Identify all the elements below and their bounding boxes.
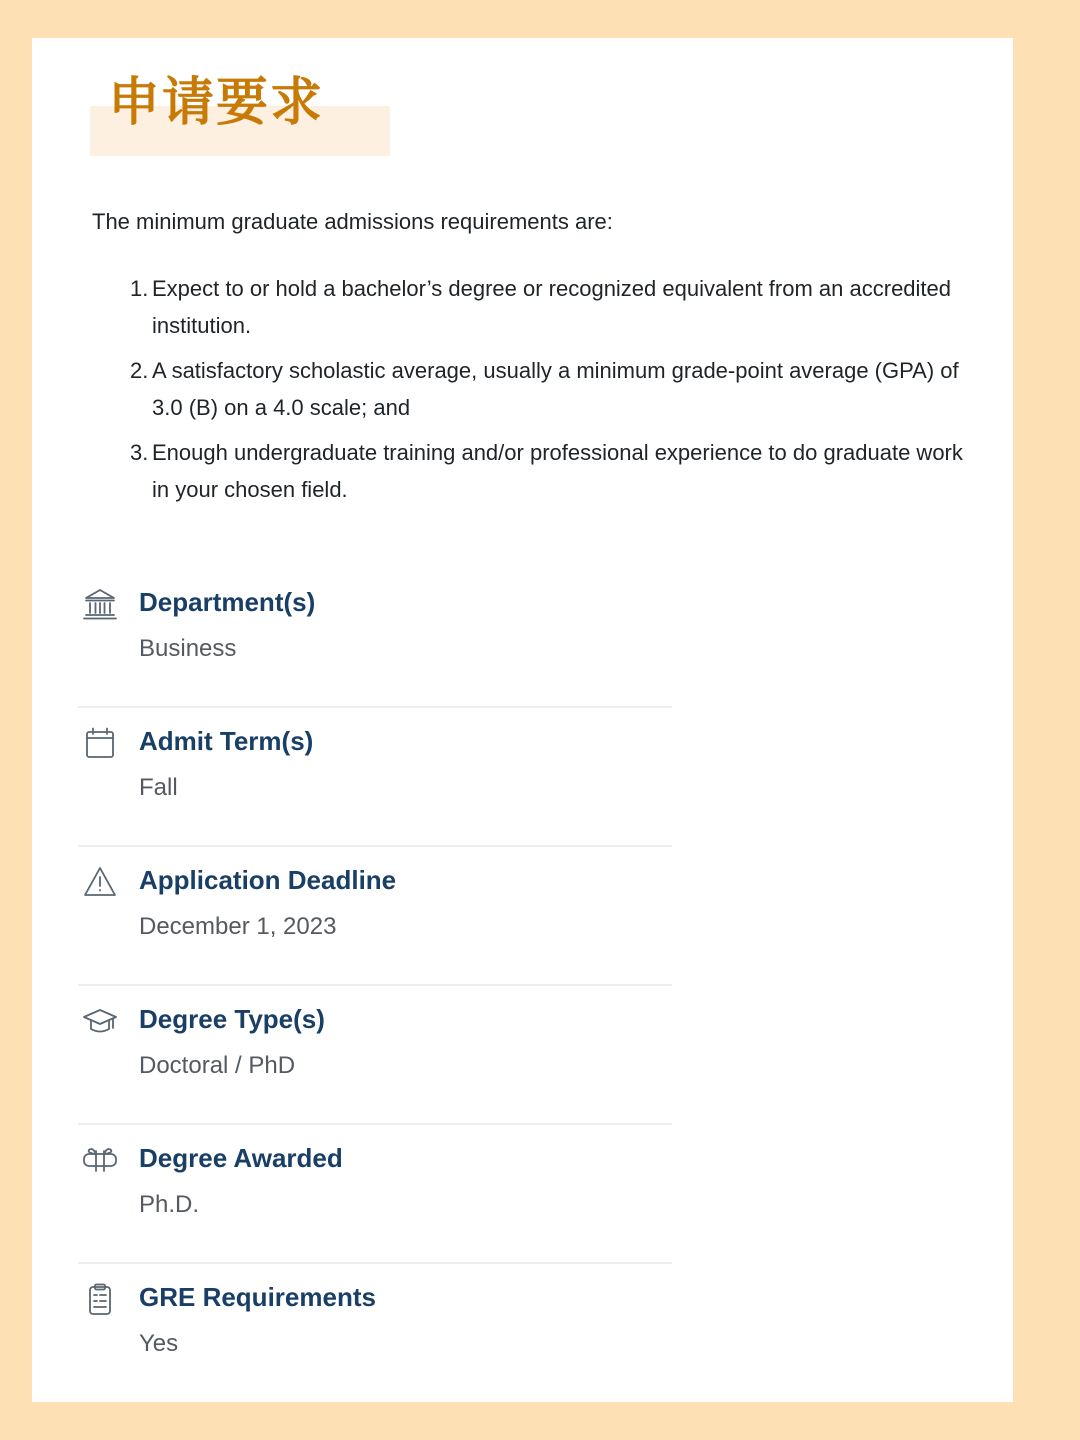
info-value: Business [139, 635, 237, 662]
requirement-number: 1. [130, 276, 149, 301]
clipboard-icon [82, 1281, 118, 1317]
page-title: 申请要求 [108, 73, 325, 133]
info-value: Yes [139, 1330, 179, 1357]
info-label: Degree Awarded [139, 1143, 343, 1173]
info-value: Fall [139, 774, 178, 801]
info-label: Department(s) [139, 587, 316, 617]
info-label: GRE Requirements [139, 1282, 376, 1312]
requirement-text: Enough undergraduate training and/or professional experience to do graduate work in your chosen field. [152, 440, 963, 502]
program-info-list [78, 570, 672, 1403]
info-label: Degree Type(s) [139, 1004, 325, 1034]
info-item-admit-term [78, 709, 672, 847]
requirement-number: 2. [130, 358, 149, 383]
info-label: Admit Term(s) [139, 726, 314, 756]
info-value: Ph.D. [139, 1191, 200, 1218]
info-item-degree-awarded [78, 1126, 672, 1264]
warning-icon [82, 864, 118, 900]
info-item-application-deadline [78, 848, 672, 986]
requirement-item [130, 270, 972, 344]
requirement-text: A satisfactory scholastic average, usually a minimum grade-point average (GPA) of 3.0 (B) on a 4.0 scale; and [152, 358, 959, 420]
gift-icon [82, 1142, 118, 1178]
info-item-degree-type [78, 987, 672, 1125]
info-value: Doctoral / PhD [139, 1052, 296, 1079]
calendar-icon [82, 725, 118, 761]
requirements-intro: The minimum graduate admissions requirements are: [92, 209, 613, 234]
requirement-item [130, 434, 972, 508]
graduation-cap-icon [82, 1003, 118, 1039]
info-value: December 1, 2023 [139, 913, 337, 940]
requirement-item [130, 352, 972, 426]
building-icon [82, 586, 118, 622]
requirements-list [130, 270, 972, 516]
info-item-gre-requirements [78, 1265, 672, 1403]
requirement-number: 3. [130, 440, 149, 465]
info-label: Application Deadline [139, 865, 397, 895]
info-item-department [78, 570, 672, 708]
requirement-text: Expect to or hold a bachelor’s degree or recognized equivalent from an accredited institution. [152, 276, 952, 338]
content-card [32, 38, 1013, 1402]
